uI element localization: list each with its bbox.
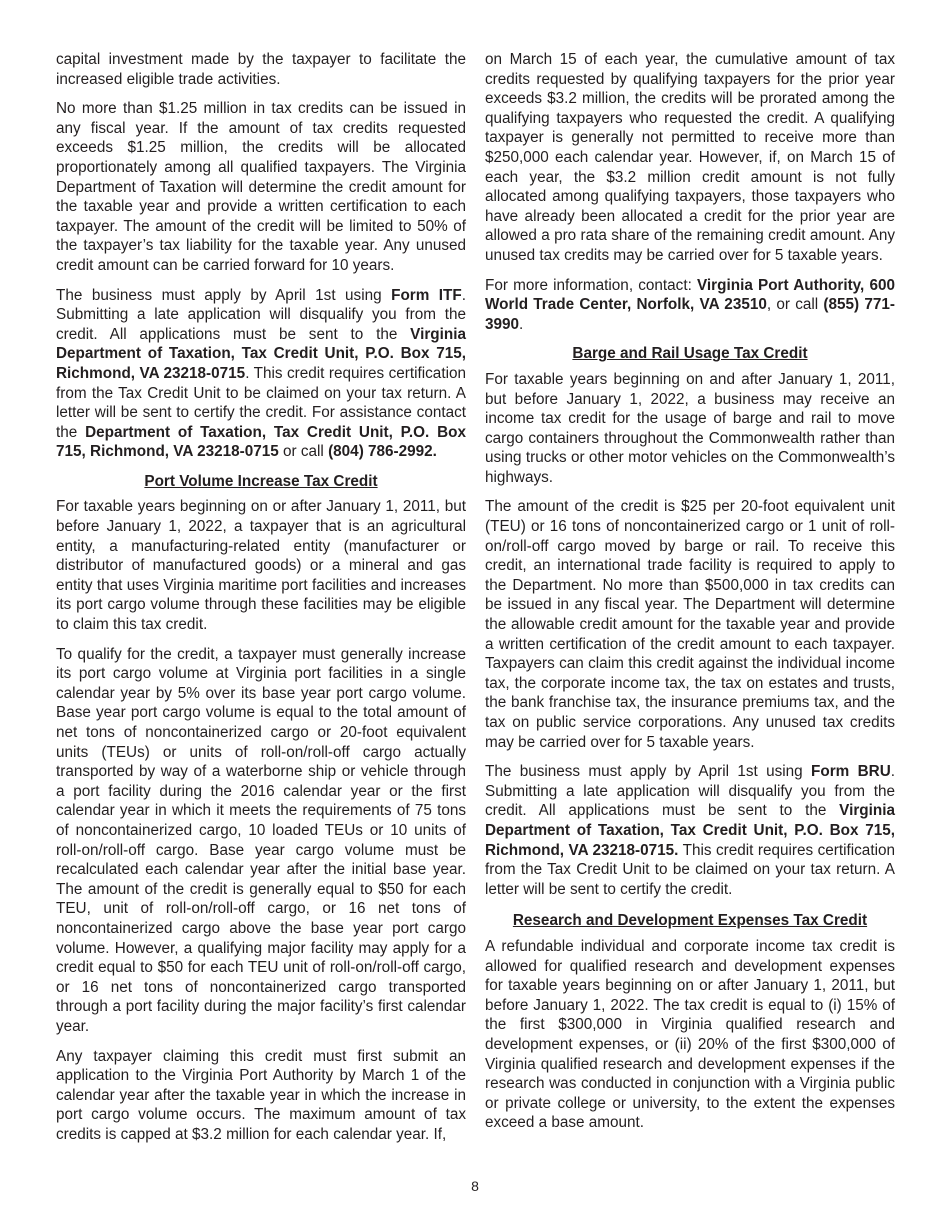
heading-barge-rail: Barge and Rail Usage Tax Credit [572,345,808,363]
left-column [56,50,466,1154]
paragraph-port-application: Any taxpayer claiming this credit must first submit an application to the Virginia Port Authority by March 1 of the calendar year after the taxable year in which the increase in port cargo volume occurs. The maximum amount of tax credits is capped at $3.2 million for each calendar year. If, [56,1047,466,1143]
text-segment: or call [278,443,329,461]
port-authority-phone: (855) 771-3990 [485,296,895,333]
page-number: 8 [471,1178,479,1194]
text-segment: For more information, contact: [485,276,697,294]
tax-credit-unit-address: Virginia Department of Taxation, Tax Credit Unit, P.O. Box 715, Richmond, VA 23218-0715 [56,325,466,382]
text-segment: , or call [766,296,824,314]
paragraph-apply-itf [56,286,466,462]
paragraph-barge-amount: The amount of the credit is $25 per 20-foot equivalent unit (TEU) or 16 tons of noncontainerized cargo or 1 unit of roll-on/roll-off cargo moved by barge or rail. To receive this credit, an international trade facility is required to apply to the Department. No more than $500,000 in tax credits can be issued in any fiscal year. The Department will determine the allowable credit amount for the taxable year and provide a written certification of the credit amount to each taxpayer. Taxpayers can claim this credit against the individual income tax, the corporate income tax, the tax on estates and trusts, the bank franchise tax, the insurance premiums tax, and the tax on public service corporations. Any unused tax credits may be carried over for 5 taxable years. [485,498,895,751]
paragraph-trade-investment: capital investment made by the taxpayer to facilitate the increased eligible trade activities. [56,51,466,88]
text-segment: . Submitting a late application will disqualify you from the credit. All applications must be sent to the [485,763,895,820]
paragraph-credit-limit: No more than $1.25 million in tax credits can be issued in any fiscal year. If the amount of tax credits requested exceeds $1.25 million, the credits will be allocated proportionately among all qualified taxpayers. The Virginia Department of Taxation will determine the credit amount for the taxable year and provide a written certification to each taxpayer. The amount of the credit will be limited to 50% of the taxpayer’s tax liability for the taxable year. Any unused credit amount can be carried forward for 10 years. [56,100,466,274]
text-segment: The business must apply by April 1st using [485,763,812,781]
paragraph-apply-bru [485,762,895,899]
heading-port-volume: Port Volume Increase Tax Credit [144,472,378,490]
text-segment: . Submitting a late application will disqualify you from the credit. All applications must be sent to the [56,286,466,343]
form-bru-label: Form BRU [811,763,891,781]
paragraph-port-contact [485,276,895,335]
paragraph-port-eligibility: For taxable years beginning on or after January 1, 2011, but before January 1, 2022, a taxpayer that is an agricultural entity, a manufacturing-related entity (manufacturer or distributor of manufactured goods) or a mineral and gas entity that uses Virginia maritime port facilities and increases its port cargo volume through these facilities may be eligible to claim this tax credit. [56,498,466,634]
tax-credit-unit-phone: (804) 786-2992. [328,443,437,461]
text-segment: The business must apply by April 1st using [56,286,392,304]
tax-credit-unit-contact: Department of Taxation, Tax Credit Unit, P.O. Box 715, Richmond, VA 23218-0715 [56,423,466,461]
tax-credit-unit-address: Virginia Department of Taxation, Tax Credit Unit, P.O. Box 715, Richmond, VA 23218-0715. [485,802,895,859]
paragraph-port-proration: on March 15 of each year, the cumulative amount of tax credits requested by qualifying taxpayers for the prior year exceeds $3.2 million, the credits will be prorated among the qualifying taxpayers who requested the credit. A qualifying taxpayer is generally not permitted to receive more than $250,000 each calendar year. However, if, on March 15 of each year, the $3.2 million credit amount is not fully allocated among qualifying taxpayers, those taxpayers who have already been allocated a credit for the prior year are allowed a pro rata share of the remaining credit amount. Any unused tax credits may be carried over for 5 taxable years. [485,51,895,264]
text-segment: . This credit requires certification from the Tax Credit Unit to be claimed on your tax return. A letter will be sent to certify the credit. For assistance contact the [56,364,466,441]
form-itf-label: Form ITF [391,286,462,304]
text-segment: . [519,315,524,333]
text-segment: This credit requires certification from the Tax Credit Unit to be claimed on your tax return. A letter will be sent to certify the credit. [485,841,895,898]
paragraph-port-qualify: To qualify for the credit, a taxpayer must generally increase its port cargo volume at Virginia port facilities in a single calendar year by 5% over its base year port cargo volume. Base year port cargo volume is equal to the total amount of net tons of noncontainerized cargo or 20-foot equivalent units (TEUs) or units of roll-on/roll-off cargo actually transported by way of a waterborne ship or vehicle through a port facility during the 2016 calendar year or the first calendar year in which it meets the requirements of 75 tons of noncontainerized cargo, 10 loaded TEUs or 10 units of roll-on/roll-off cargo. Base year cargo volume must be recalculated each calendar year after the initial base year. The amount of the credit is generally equal to $50 for each TEU, unit of roll-on/roll-off cargo, or 16 net tons of noncontainerized cargo above the base year port cargo volume. However, a qualifying major facility may apply for a credit equal to $50 for each TEU unit of roll-on/roll-off cargo, or 16 net tons of noncontainerized cargo transported through a port facility during the major facility’s first calendar year. [56,645,466,1035]
heading-research-development: Research and Development Expenses Tax Credit [512,912,868,930]
paragraph-rd-credit: A refundable individual and corporate income tax credit is allowed for qualified research and development expenses for taxable years beginning on or after January 1, 2011, but before January 1, 2022. The tax credit is equal to (i) 15% of the first $300,000 in Virginia qualified research and development expenses, or (ii) 20% of the first $300,000 of Virginia qualified research and development expenses if the research was conducted in conjunction with a Virginia public or private college or university, to the extent the expenses exceed a base amount. [485,937,895,1132]
right-column [485,50,895,1143]
paragraph-barge-eligibility: For taxable years beginning on and after January 1, 2011, but before January 1, 2022, a business may receive an income tax credit for the usage of barge and rail to move cargo containers throughout the Commonwealth rather than using trucks or other motor vehicles on the Commonwealth’s highways. [485,370,895,486]
port-authority-address: Virginia Port Authority, 600 World Trade Center, Norfolk, VA 23510 [485,276,895,314]
